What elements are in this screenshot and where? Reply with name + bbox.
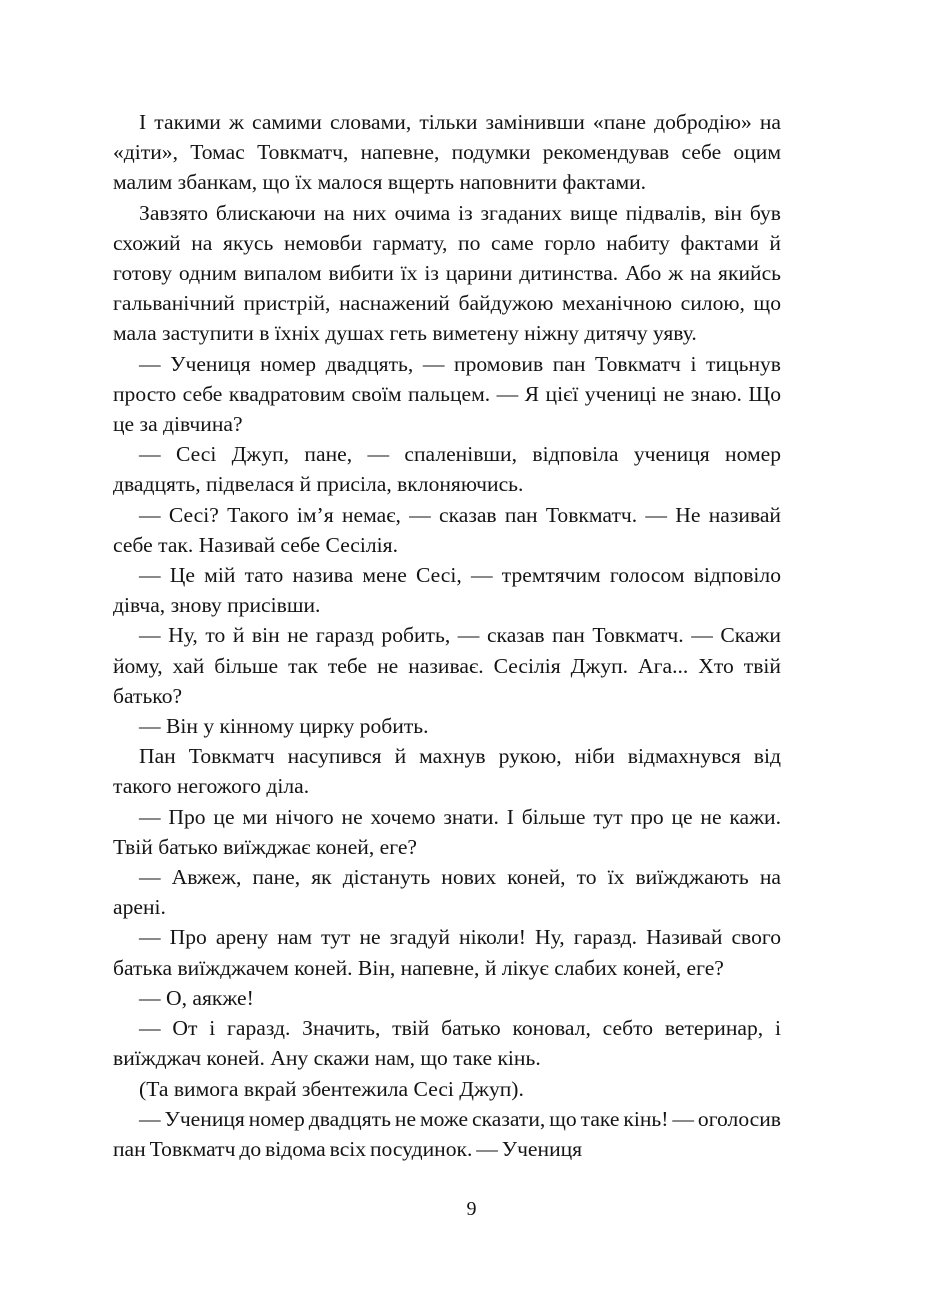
paragraph: — Учениця номер двадцять, — промовив пан Товкматч і тицьнув просто себе квадратовим своїм пальцем. — Я цієї учениці не знаю. Що це за дівчина?: [113, 351, 781, 437]
paragraph: — Сесі? Такого ім’я немає, — сказав пан Товкматч. — Не називай себе так. Називай себе Сесілія.: [113, 502, 781, 557]
page-number: 9: [466, 1198, 477, 1220]
body-text-column: [113, 107, 781, 1164]
paragraph: — Про це ми нічого не хочемо знати. І більше тут про це не кажи. Твій батько виїжджає коней, еге?: [113, 804, 781, 859]
paragraph: — Ну, то й він не гаразд робить, — сказав пан Товкматч. — Скажи йому, хай більше так тебе не називає. Сесілія Джуп. Ага... Хто твій батько?: [113, 623, 781, 708]
paragraph: — О, аякже!: [139, 985, 254, 1010]
paragraph: — Авжеж, пане, як дістануть нових коней, то їх виїжджають на арені.: [113, 865, 781, 920]
paragraph: — Сесі Джуп, пане, — спаленівши, відповіла учениця номер двадцять, підвелася й присіла, вклоняючись.: [113, 442, 781, 497]
paragraph: — Це мій тато назива мене Сесі, — тремтячим голосом відповіло дівча, знову присівши.: [113, 563, 781, 618]
paragraph: Завзято блискаючи на них очима із згаданих вище підвалів, він був схожий на якусь немовби гармату, по саме горло набиту фактами й готову одним випалом вибити їх із царини дитинства. Або ж на якийсь гальванічний пристрій, наснажений байдужою механічною силою, що мала заступити в їхніх душах геть виметену ніжну дитячу уяву.: [113, 200, 781, 346]
paragraph: — Учениця номер двадцять не може сказати, що таке кінь! — оголосив пан Товкматч до відома всіх посудинок. — Учениця: [113, 1106, 781, 1161]
paragraph: (Та вимога вкрай збентежила Сесі Джуп).: [139, 1076, 524, 1101]
paragraph: Пан Товкматч насупився й махнув рукою, ніби відмахнувся від такого негожого діла.: [113, 744, 781, 799]
paragraph: — Про арену нам тут не згадуй ніколи! Ну, гаразд. Називай свого батька виїжджачем коней. Він, напевне, й лікує слабих коней, еге?: [113, 925, 781, 980]
paragraph: — Він у кінному цирку робить.: [139, 714, 429, 739]
paragraph: — От і гаразд. Значить, твій батько коновал, себто ветеринар, і виїжджач коней. Ану скажи нам, що таке кінь.: [113, 1016, 781, 1071]
paragraph: І такими ж самими словами, тільки замінивши «пане добродію» на «діти», Томас Товкматч, напевне, подумки рекомендував себе оцим малим збанкам, що їх малося вщерть наповнити фактами.: [113, 110, 781, 195]
